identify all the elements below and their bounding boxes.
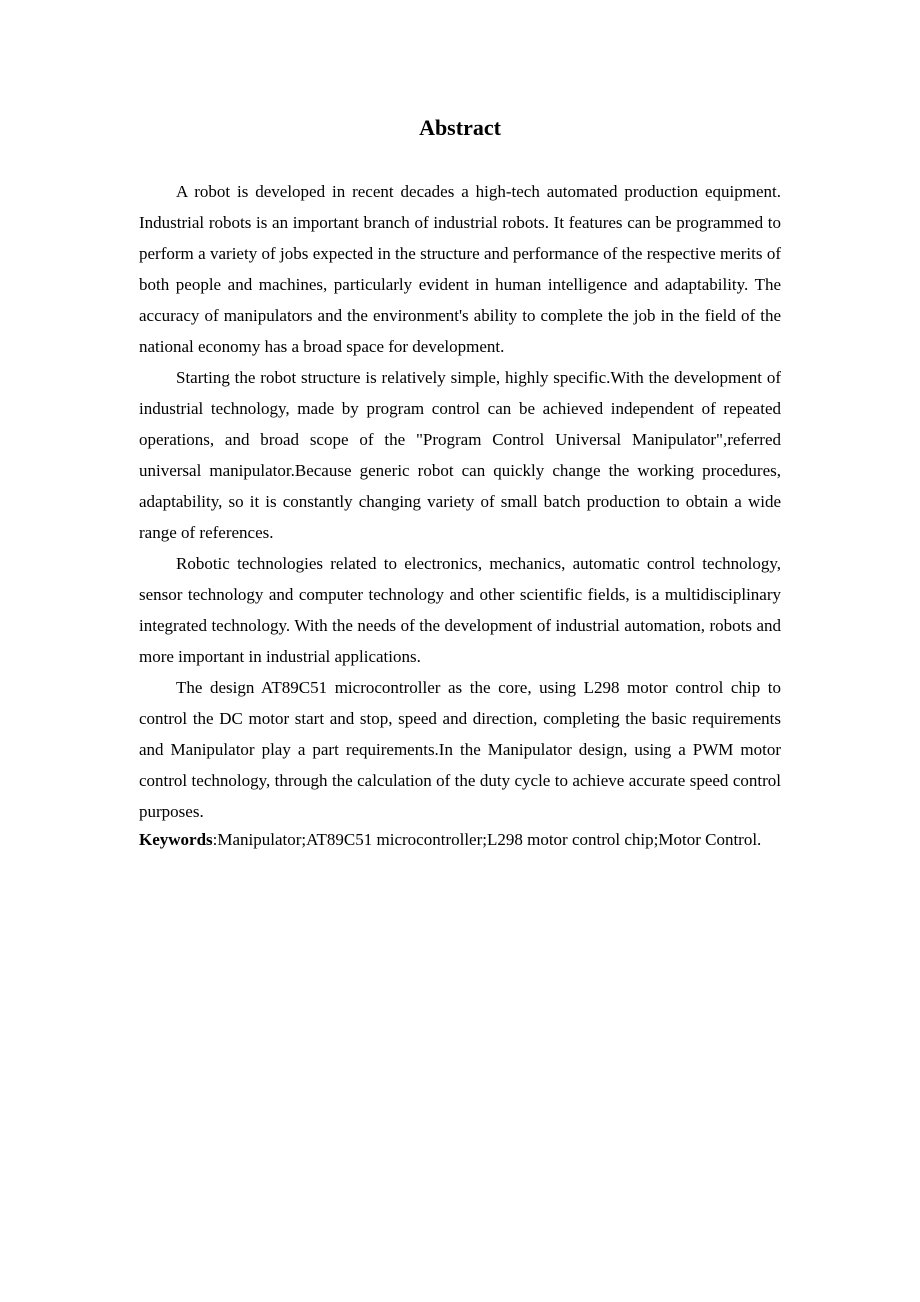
keywords-text: :Manipulator;AT89C51 microcontroller;L298 motor control chip;Motor Control.	[212, 830, 762, 849]
abstract-paragraph-4: The design AT89C51 microcontroller as the core, using L298 motor control chip to control the DC motor start and stop, speed and direction, completing the basic requirements and Manipulator play a part requirements.In the Manipulator design, using a PWM motor control technology, through the calculation of the duty cycle to achieve accurate speed control purposes.	[139, 678, 781, 821]
abstract-paragraph-2: Starting the robot structure is relatively simple, highly specific.With the development of industrial technology, made by program control can be achieved independent of repeated operations, and broad scope of the "Program Control Universal Manipulator",referred universal manipulator.Because generic robot can quickly change the working procedures, adaptability, so it is constantly changing variety of small batch production to obtain a wide range of references.	[139, 368, 781, 542]
abstract-paragraph-1: A robot is developed in recent decades a high-tech automated production equipment. Industrial robots is an important branch of industrial robots. It features can be programmed to perform a variety of jobs expected in the structure and performance of the respective merits of both people and machines, particularly evident in human intelligence and adaptability. The accuracy of manipulators and the environment's ability to complete the job in the field of the national economy has a broad space for development.	[139, 182, 781, 356]
abstract-body	[139, 176, 781, 852]
page-title: Abstract	[419, 115, 501, 140]
keywords-label: Keywords	[139, 830, 213, 849]
keywords-line	[139, 828, 781, 852]
abstract-paragraph-3: Robotic technologies related to electronics, mechanics, automatic control technology, sensor technology and computer technology and other scientific fields, is a multidisciplinary integrated technology. With the needs of the development of industrial automation, robots and more important in industrial applications.	[139, 554, 781, 666]
